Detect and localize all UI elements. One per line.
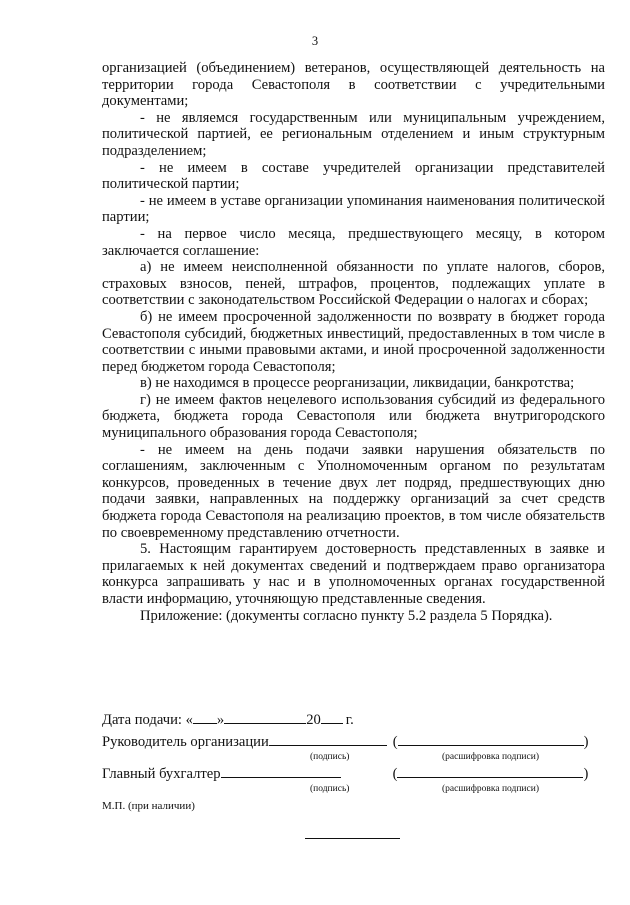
paragraph: - не имеем на день подачи заявки нарушения обязательств по соглашениям, заключенным с Уполномоченным органом по результатам конкурсов, проведенных в течение двух лет подряд, предшествующих дню подачи заявки, направленных на поддержку организаций за счет средств бюджета города Севастополя на реализацию проектов, в том числе обязательств по своевременному представлению отчетности. — [102, 441, 605, 541]
page-number: 3 — [311, 34, 319, 48]
date-line — [102, 710, 354, 729]
head-signature-line — [102, 732, 589, 751]
accountant-open-paren: ( — [392, 766, 398, 782]
accountant-decoding-blank — [397, 764, 583, 778]
bottom-rule — [305, 838, 400, 839]
date-quote-close: » — [216, 712, 225, 728]
head-open-paren: ( — [392, 734, 398, 750]
date-year-blank — [321, 710, 343, 724]
stamp-label: М.П. (при наличии) — [102, 800, 195, 812]
head-label: Руководитель организации — [102, 734, 269, 750]
date-day-blank — [193, 710, 217, 724]
paragraph: 5. Настоящим гарантируем достоверность представленных в заявке и прилагаемых к ней документах сведений и подтверждаем право организатора конкурса запрашивать у нас и в уполномоченных органах государственной власти информацию, уточняющую представленные сведения. — [102, 541, 605, 607]
paragraph: - не имеем в составе учредителей организации представителей политической партии; — [102, 159, 605, 193]
date-year: 20 — [306, 712, 321, 728]
head-signature-blank — [269, 732, 387, 746]
paragraph: в) не находимся в процессе реорганизации, ликвидации, банкротства; — [140, 375, 575, 392]
paragraph: - на первое число месяца, предшествующего месяцу, в котором заключается соглашение: — [102, 225, 605, 259]
date-month-blank — [224, 710, 306, 724]
paragraph: Приложение: (документы согласно пункту 5.2 раздела 5 Порядка). — [140, 607, 553, 624]
head-close-paren: ) — [583, 734, 589, 750]
head-caption-decoding: (расшифровка подписи) — [442, 752, 539, 762]
accountant-label: Главный бухгалтер — [102, 766, 221, 782]
paragraph: организацией (объединением) ветеранов, осуществляющей деятельность на территории города Севастополя в соответствии с учредительными документами; — [102, 60, 605, 110]
body-text — [102, 60, 605, 624]
accountant-caption-signature: (подпись) — [310, 784, 350, 794]
date-suffix: г. — [345, 712, 354, 728]
paragraph: а) не имеем неисполненной обязанности по уплате налогов, сборов, страховых взносов, пеней, штрафов, процентов, подлежащих уплате в соответствии с законодательством Российской Федерации о налогах и сборах; — [102, 259, 605, 309]
paragraph: - не имеем в уставе организации упоминания наименования политической партии; — [102, 192, 605, 226]
accountant-signature-line — [102, 764, 588, 783]
head-decoding-blank — [398, 732, 584, 746]
paragraph: г) не имеем фактов нецелевого использования субсидий из федерального бюджета, бюджета города Севастополя или бюджета внутригородского муниципального образования города Севастополя; — [102, 391, 605, 442]
date-label: Дата подачи: « — [102, 712, 193, 728]
accountant-signature-blank — [221, 764, 341, 778]
accountant-close-paren: ) — [583, 766, 589, 782]
accountant-caption-decoding: (расшифровка подписи) — [442, 784, 539, 794]
head-caption-signature: (подпись) — [310, 752, 350, 762]
paragraph: б) не имеем просроченной задолженности по возврату в бюджет города Севастополя субсидий, бюджетных инвестиций, предоставленных в том числе в соответствии с иными правовыми актами, и иной просроченной задолженности перед бюджетом города Севастополя; — [102, 308, 605, 375]
paragraph: - не являемся государственным или муниципальным учреждением, политической партией, ее региональным отделением и иным структурным подразделением; — [102, 109, 605, 159]
